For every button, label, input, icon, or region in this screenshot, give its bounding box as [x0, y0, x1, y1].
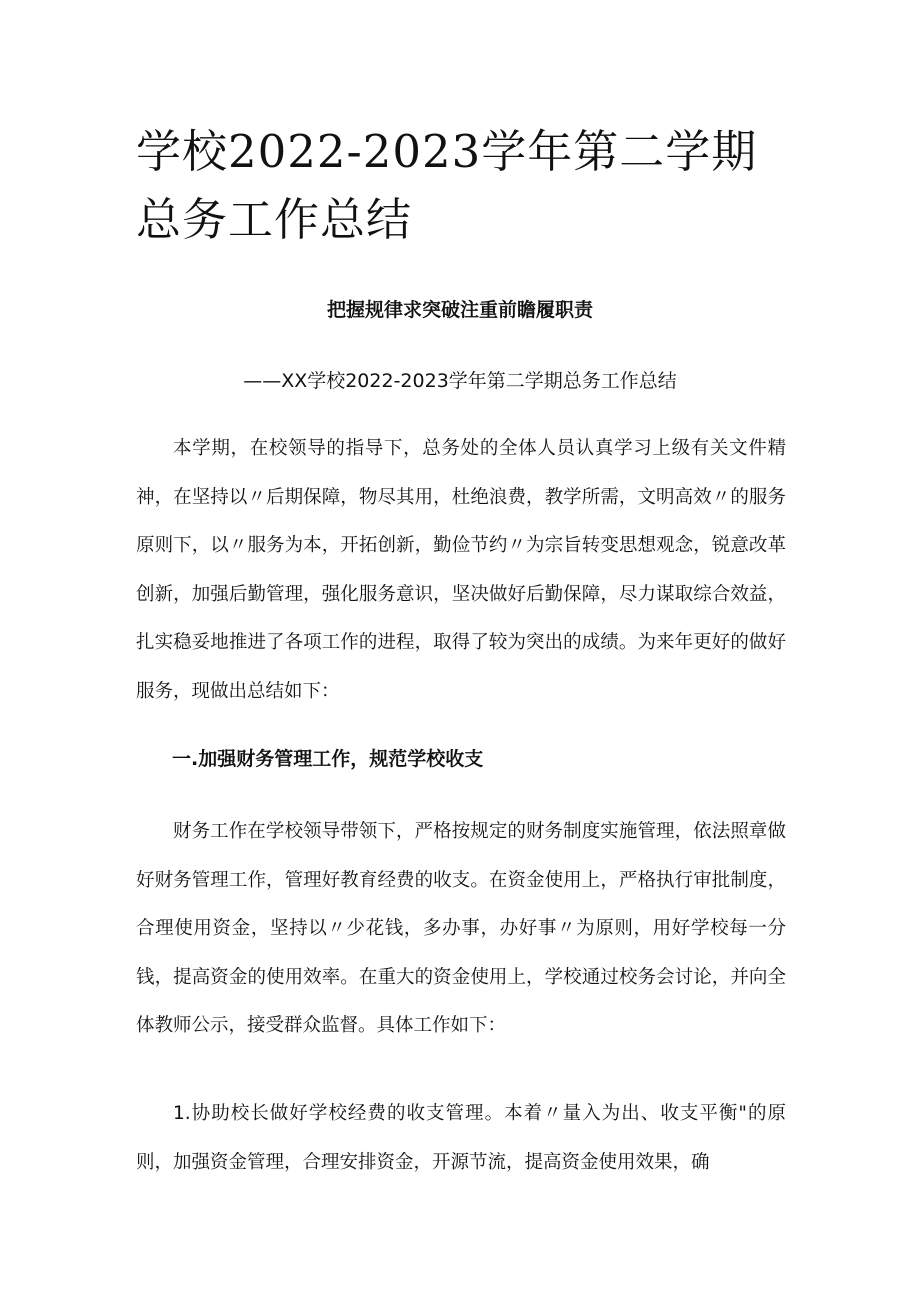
- document-subtitle-main: 把握规律求突破注重前瞻履职责: [326, 299, 593, 321]
- finance-item-1-paragraph: 1.协助校长做好学校经费的收支管理。本着〃量入为出、收支平衡"的原则，加强资金管理，合理安排资金，开源节流，提高资金使用效果，确: [136, 1103, 786, 1173]
- document-title: 学校2022-2023学年第二学期总务工作总结: [136, 125, 758, 246]
- section-heading-finance: 一.加强财务管理工作，规范学校收支: [172, 748, 484, 770]
- finance-paragraph: 财务工作在学校领导带领下，严格按规定的财务制度实施管理，依法照章做好财务管理工作，管理好教育经费的收支。在资金使用上，严格执行审批制度，合理使用资金，坚持以〃少花钱，多办事，办好事〃为原则，用好学校每一分钱，提高资金的使用效率。在重大的资金使用上，学校通过校务会讨论，并向全体教师公示，接受群众监督。具体工作如下：: [136, 821, 786, 1036]
- intro-paragraph: 本学期，在校领导的指导下，总务处的全体人员认真学习上级有关文件精神，在坚持以〃后期保障，物尽其用，杜绝浪费，教学所需，文明高效〃的服务原则下，以〃服务为本，开拓创新，勤俭节约〃为宗旨转变思想观念，锐意改革创新，加强后勤管理，强化服务意识，坚决做好后勤保障，尽力谋取综合效益，扎实稳妥地推进了各项工作的进程，取得了较为突出的成绩。为来年更好的做好服务，现做出总结如下：: [136, 438, 786, 702]
- document-subtitle-sub: ——XX学校2022-2023学年第二学期总务工作总结: [243, 370, 677, 392]
